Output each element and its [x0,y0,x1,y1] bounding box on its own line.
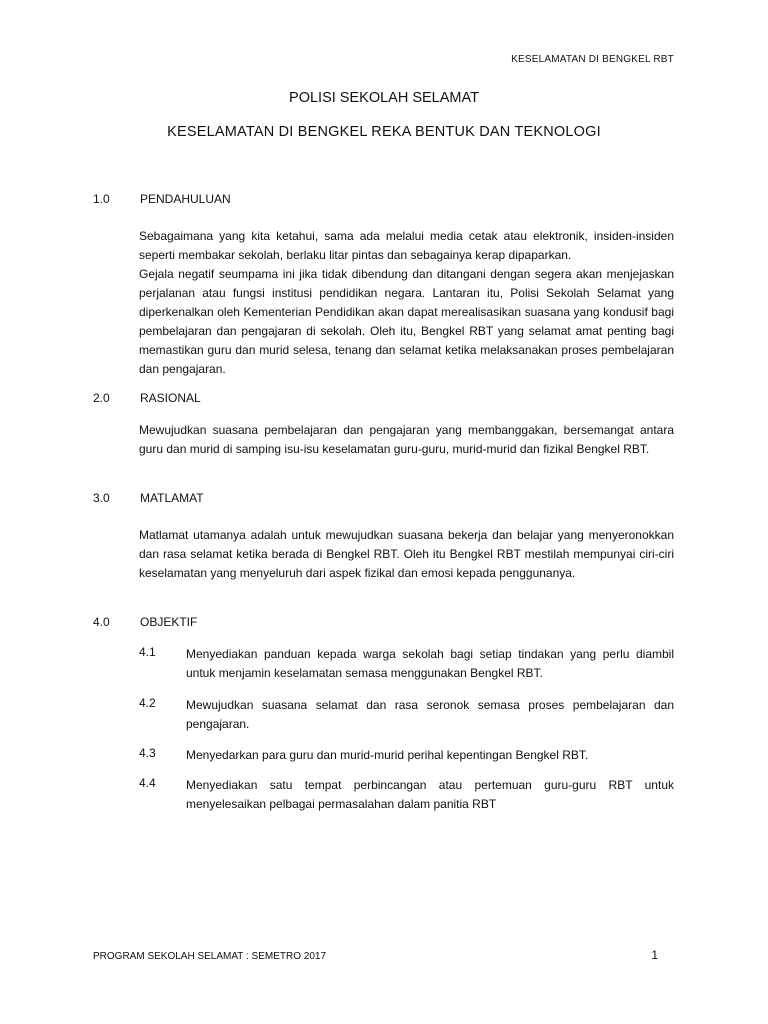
objective-text: Menyediakan panduan kepada warga sekolah bagi setiap tindakan yang perlu diambil untuk menjamin keselamatan semasa menggunakan Bengkel RBT. [186,647,674,680]
footer-text: PROGRAM SEKOLAH SELAMAT : SEMETRO 2017 [93,951,327,962]
section-title: PENDAHULUAN [140,192,231,206]
section-paragraph: Sebagaimana yang kita ketahui, sama ada melalui media cetak atau elektronik, insiden-insiden seperti membakar sekolah, berlaku litar pintas dan sebagainya kerap dipaparkan. Gejala negatif seumpama ini jika tidak dibendung dan ditangani dengan segera akan menjejaskan perjalanan atau fungsi institusi pendidikan negara. Lantaran itu, Polisi Sekolah Selamat yang diperkenalkan oleh Kementerian Pendidikan akan dapat merealisasikan suasana yang kondusif bagi pembelajaran dan pengajaran di sekolah. Oleh itu, Bengkel RBT yang selamat amat penting bagi memastikan guru dan murid selesa, tenang dan selamat ketika melaksanakan proses pembelajaran dan pengajaran. [139,229,674,376]
objective-number: 4.1 [139,645,156,659]
document-subtitle: KESELAMATAN DI BENGKEL REKA BENTUK DAN TEKNOLOGI [167,124,601,140]
section-title: MATLAMAT [140,491,204,505]
section-number: 1.0 [93,192,110,206]
objective-text: Mewujudkan suasana selamat dan rasa seronok semasa proses pembelajaran dan pengajaran. [186,698,674,731]
section-number: 4.0 [93,615,110,629]
objective-text: Menyedarkan para guru dan murid-murid perihal kepentingan Bengkel RBT. [186,748,589,762]
section-title: OBJEKTIF [140,615,198,629]
objective-number: 4.2 [139,696,156,710]
objective-number: 4.3 [139,746,156,760]
section-paragraph: Mewujudkan suasana pembelajaran dan pengajaran yang membanggakan, bersemangat antara guru dan murid di samping isu-isu keselamatan guru-guru, murid-murid dan fizikal Bengkel RBT. [139,423,674,456]
document-title: POLISI SEKOLAH SELAMAT [289,90,479,106]
section-paragraph: Matlamat utamanya adalah untuk mewujudkan suasana bekerja dan belajar yang menyeronokkan dan rasa selamat ketika berada di Bengkel RBT. Oleh itu Bengkel RBT mestilah mempunyai ciri-ciri keselamatan yang menyeluruh dari aspek fizikal dan emosi kepada penggunanya. [139,528,674,580]
objective-text: Menyediakan satu tempat perbincangan atau pertemuan guru-guru RBT untuk menyelesaikan pelbagai permasalahan dalam panitia RBT [186,778,674,811]
section-number: 2.0 [93,391,110,405]
running-header: KESELAMATAN DI BENGKEL RBT [511,54,674,65]
section-number: 3.0 [93,491,110,505]
section-title: RASIONAL [140,391,201,405]
objective-number: 4.4 [139,776,156,790]
page-number: 1 [651,948,658,962]
